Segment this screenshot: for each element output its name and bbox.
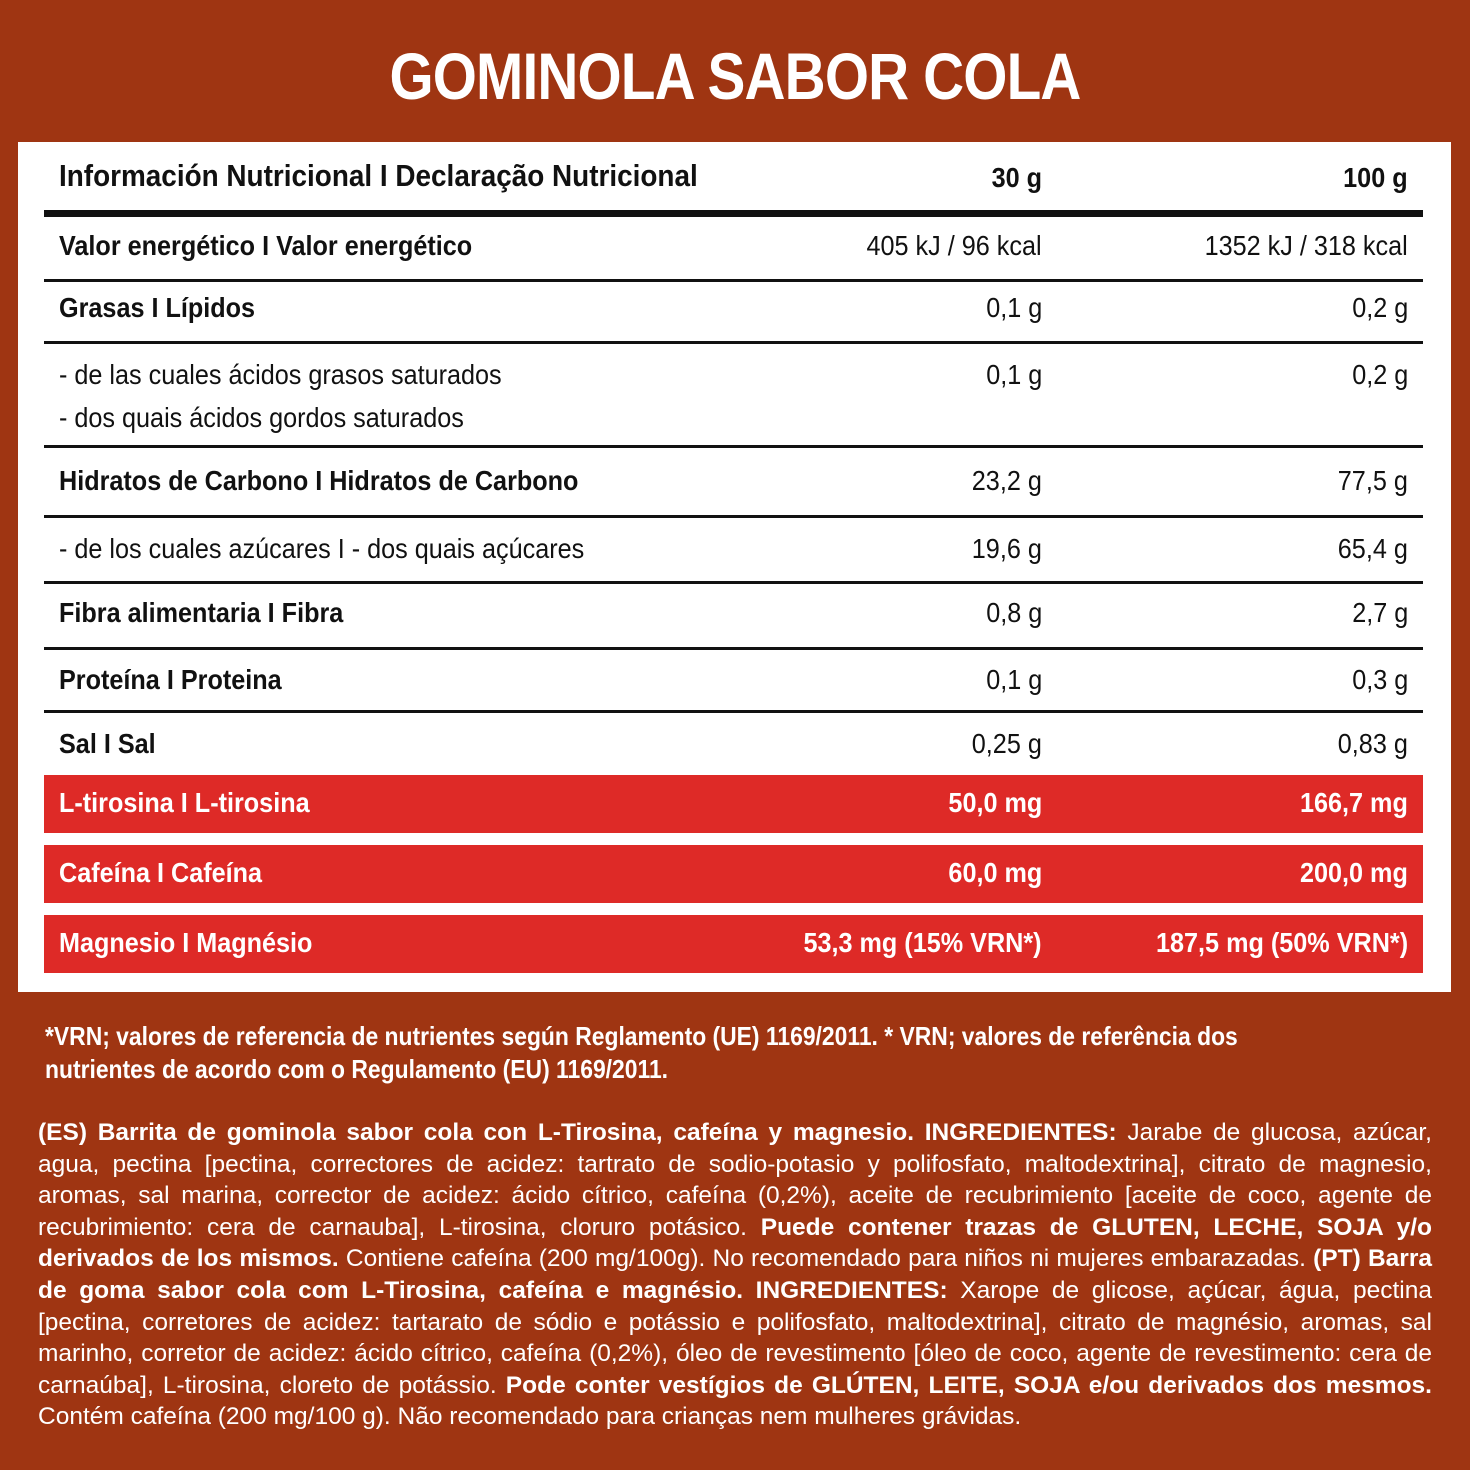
row-value-100g: 0,2 g [1351, 359, 1408, 390]
row-value-30g: 23,2 g [971, 465, 1042, 496]
row-label: Grasas I Lípidos [59, 292, 256, 323]
row-value-100g: 77,5 g [1337, 465, 1408, 496]
divider [44, 581, 1423, 584]
divider [44, 210, 1423, 217]
row-label: Cafeína I Cafeína [59, 857, 263, 888]
row-value-100g: 166,7 mg [1300, 787, 1408, 818]
row-value-30g: 0,1 g [985, 359, 1042, 390]
allergens-es: Puede contener trazas de GLUTEN, LECHE, SOJA y/o derivados de los mismos. [38, 1213, 1432, 1273]
row-value-100g: 187,5 mg (50% VRN*) [1155, 927, 1408, 958]
header-100g: 100 g [1343, 162, 1408, 193]
highlight-row-tyrosine [44, 775, 1423, 833]
ingredients-es-list: Jarabe de glucosa, azúcar, agua, pectina [pectina, correctores de acidez: tartrato de sodio-potasio y polifosfato, maltodextrina], citrato de magnesio, aromas, sal marina, corrector de acidez: ácido cítrico, cafeína (0,2%), aceite de recubrimiento [aceite de coco, agente de recubrimiento: cera de carnauba], L-tirosina, cloruro potásico. [38, 1119, 1432, 1241]
row-value-30g: 19,6 g [971, 533, 1042, 564]
row-value-30g: 0,1 g [985, 664, 1042, 695]
page-title: GOMINOLA SABOR COLA [389, 39, 1081, 113]
row-value-30g: 60,0 mg [948, 857, 1042, 888]
divider [44, 647, 1423, 650]
row-value-30g: 0,1 g [985, 292, 1042, 323]
row-label-pt: - dos quais ácidos gordos saturados [59, 402, 464, 433]
row-value-100g: 2,7 g [1351, 597, 1408, 628]
divider [44, 710, 1423, 713]
row-label: Magnesio I Magnésio [59, 927, 313, 958]
vrn-line-1: *VRN; valores de referencia de nutrientes según Reglamento (UE) 1169/2011. * VRN; valores de referência dos [45, 1021, 1238, 1051]
row-value-30g: 0,25 g [971, 728, 1042, 759]
row-label: - de los cuales azúcares I - dos quais açúcares [59, 533, 585, 564]
header-30g: 30 g [991, 162, 1042, 193]
ingredients-pt-title: (PT) Barra de goma sabor cola com L-Tirosina, cafeína e magnésio. INGREDIENTES: [38, 1245, 1432, 1304]
row-value-100g: 65,4 g [1337, 533, 1408, 564]
vrn-footnote [45, 1020, 1435, 1086]
row-label: Proteína I Proteina [59, 664, 282, 695]
divider [44, 279, 1423, 282]
row-label: L-tirosina I L-tirosina [59, 787, 310, 818]
warning-es: Contiene cafeína (200 mg/100g). No recomendado para niños ni mujeres embarazadas. [338, 1245, 1314, 1273]
row-value-30g: 405 kJ / 96 kcal [866, 230, 1042, 261]
highlight-row-magnesium [44, 915, 1423, 973]
ingredients-es-title: (ES) Barrita de gominola sabor cola con L-Tirosina, cafeína y magnesio. INGREDIENTES: [38, 1119, 1117, 1146]
row-value-30g: 53,3 mg (15% VRN*) [803, 927, 1042, 958]
allergens-pt: Pode conter vestígios de GLÚTEN, LEITE, SOJA e/ou derivados dos mesmos. [505, 1371, 1432, 1399]
divider [44, 515, 1423, 518]
header-label: Información Nutricional I Declaração Nutricional [59, 158, 698, 193]
row-label: Fibra alimentaria I Fibra [59, 597, 344, 628]
row-value-100g: 0,3 g [1351, 664, 1408, 695]
ingredients-text [38, 1117, 1432, 1433]
row-value-100g: 0,2 g [1351, 292, 1408, 323]
row-value-100g: 0,83 g [1337, 728, 1408, 759]
row-label: Valor energético I Valor energético [59, 230, 473, 261]
row-label: - de las cuales ácidos grasos saturados [59, 359, 502, 390]
row-label: Hidratos de Carbono I Hidratos de Carbono [59, 465, 579, 496]
divider [44, 445, 1423, 448]
ingredients-pt-list: Xarope de glicose, açúcar, água, pectina [pectina, corretores de acidez: tartarato de sódio e potássio e polifosfato, maltodextrina], citrato de magnésio, aromas, sal marinho, corretor de acidez: ácido cítrico, cafeína (0,2%), óleo de revestimento [óleo de coco, agente de revestimento: cera de carnaúba], L-tirosina, cloreto de potássio. [38, 1276, 1432, 1399]
warning-pt: Contém cafeína (200 mg/100 g). Não recomendado para crianças nem mulheres grávidas. [38, 1403, 1022, 1431]
highlight-row-caffeine [44, 845, 1423, 903]
row-label: Sal I Sal [59, 728, 156, 759]
nutrition-table [18, 142, 1451, 992]
row-value-30g: 50,0 mg [948, 787, 1042, 818]
row-value-100g: 200,0 mg [1300, 857, 1408, 888]
divider [44, 341, 1423, 344]
row-value-100g: 1352 kJ / 318 kcal [1204, 230, 1408, 261]
vrn-line-2: nutrientes de acordo com o Regulamento (EU) 1169/2011. [45, 1054, 669, 1084]
row-value-30g: 0,8 g [985, 597, 1042, 628]
